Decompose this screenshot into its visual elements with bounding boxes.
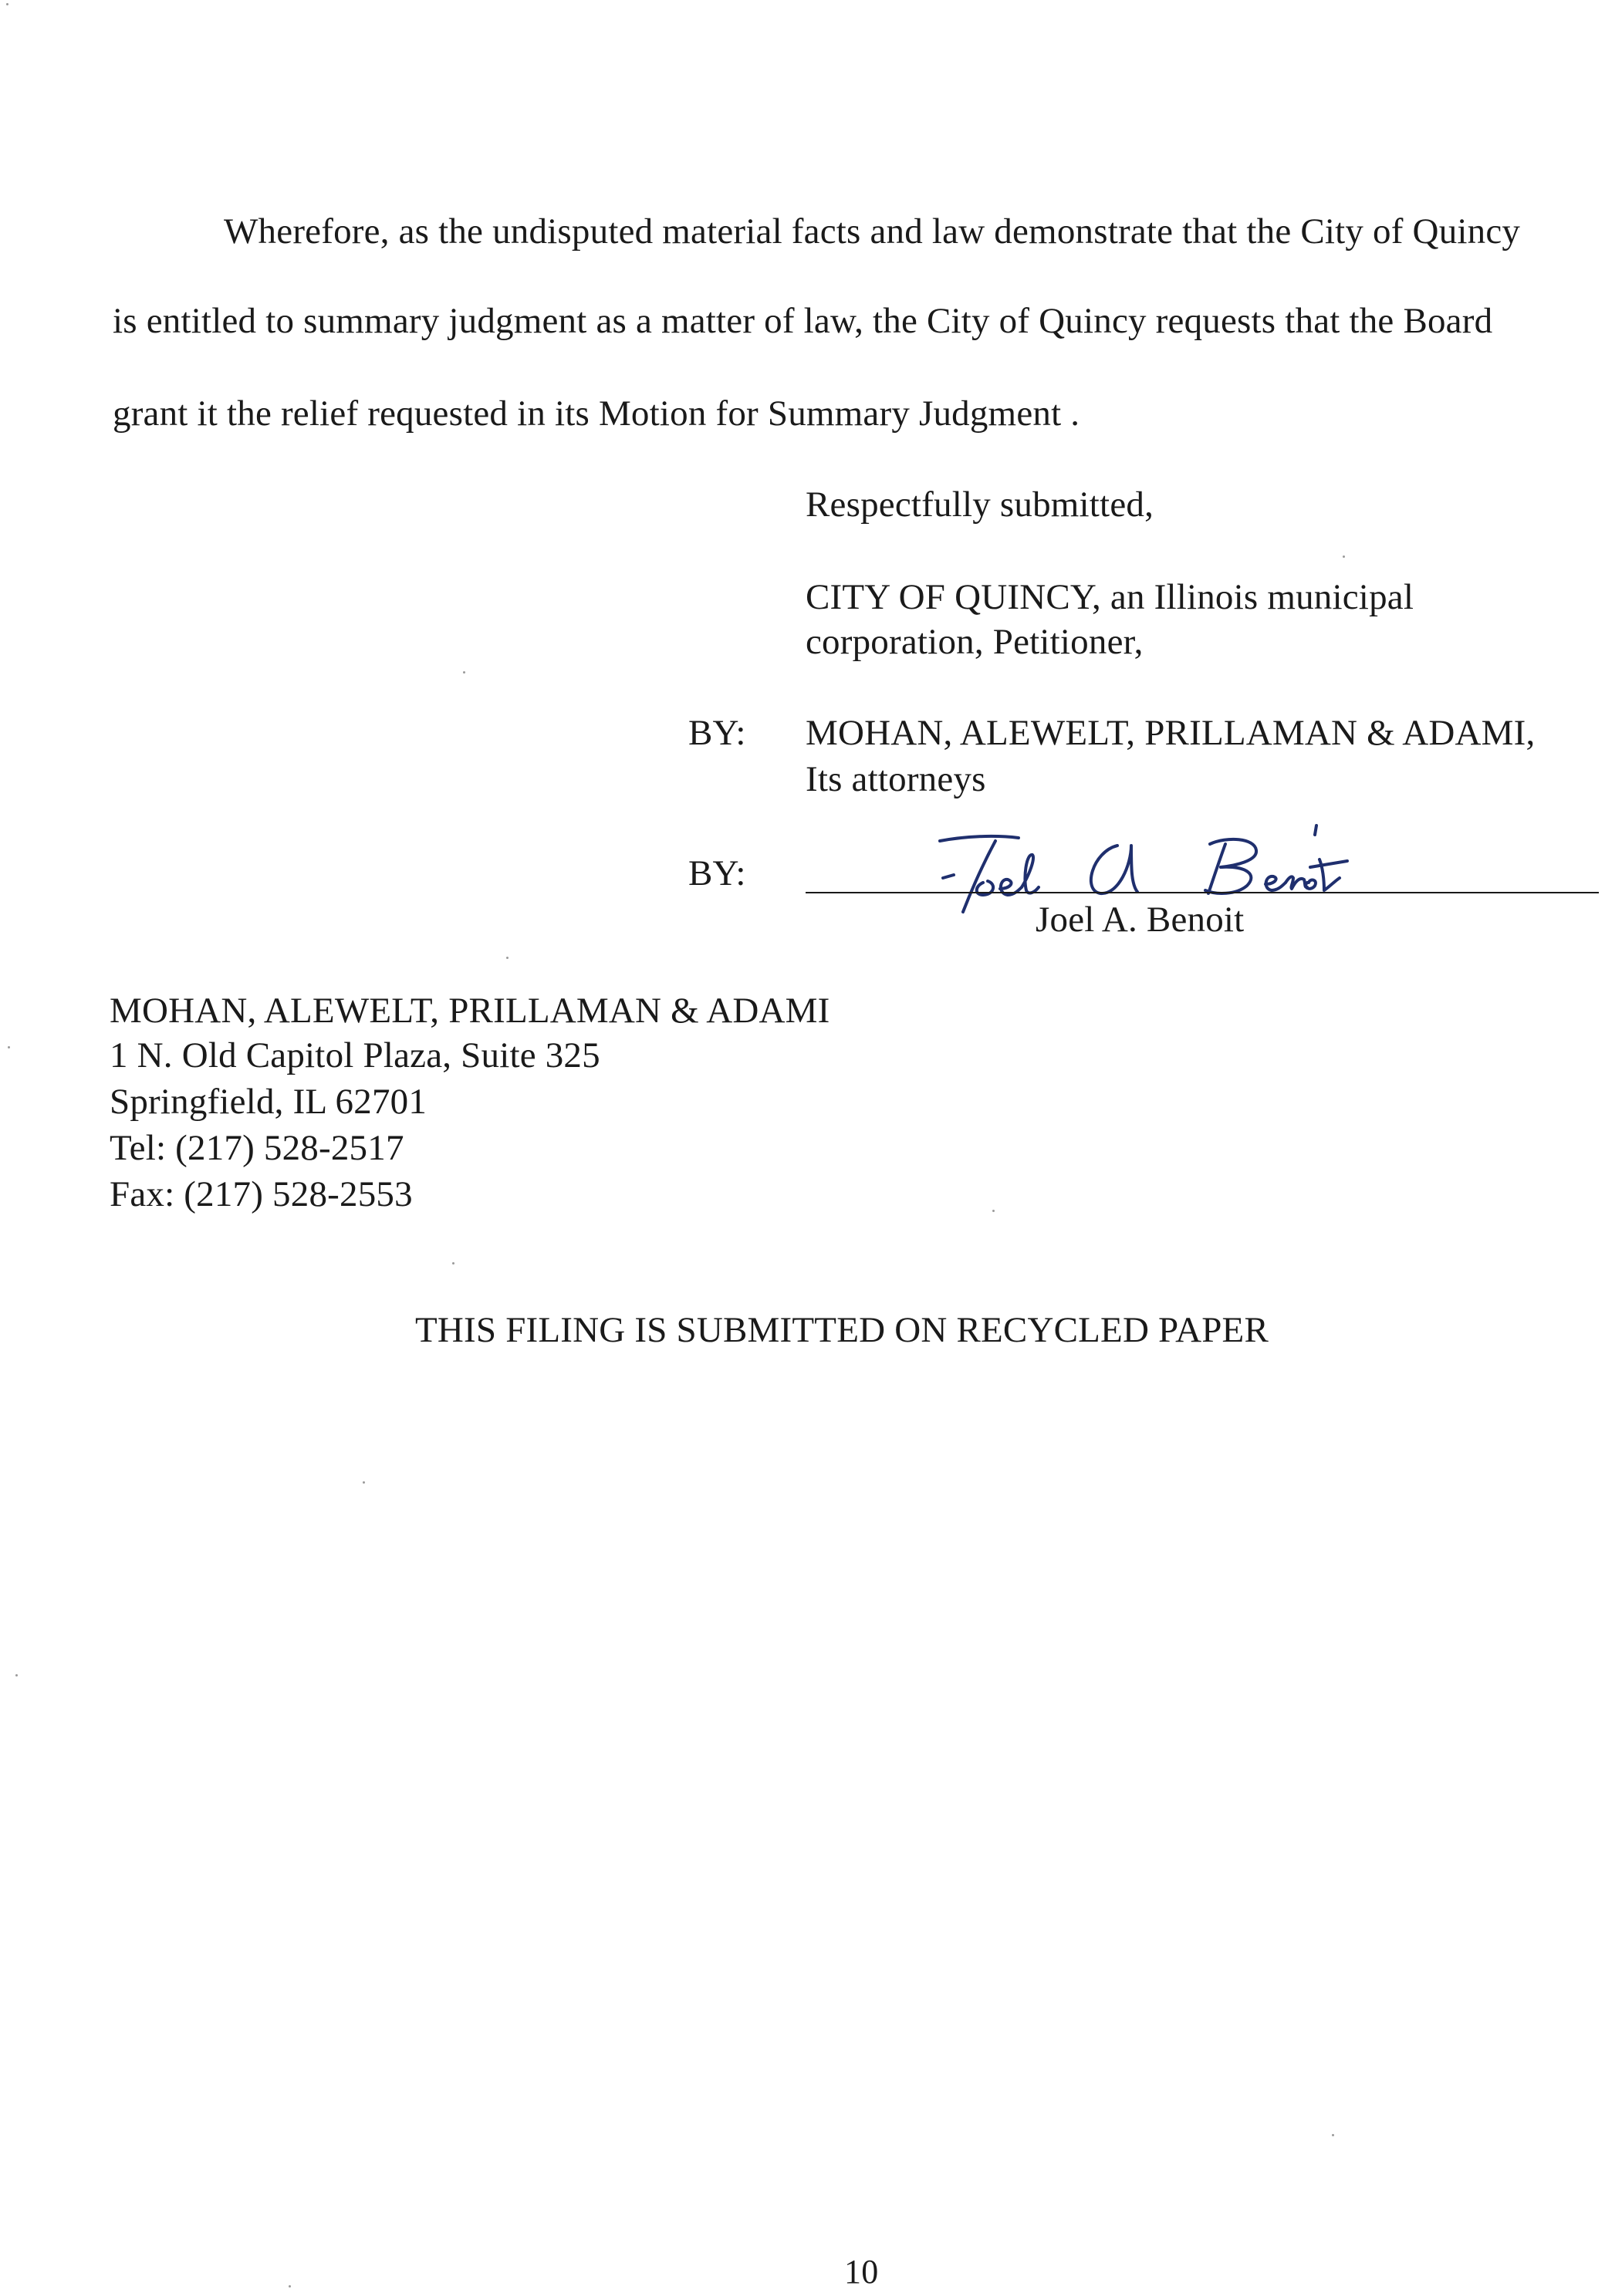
signer-name: Joel A. Benoit (1036, 900, 1245, 940)
scan-speck (6, 3, 8, 5)
scan-speck (15, 1674, 18, 1676)
firm-phone-line: Tel: (217) 528-2517 (110, 1128, 404, 1168)
by-label: BY: (688, 713, 746, 753)
firm-fax-line: Fax: (217) 528-2553 (110, 1174, 413, 1214)
body-paragraph-line: is entitled to summary judgment as a matter of law, the City of Quincy requests that the Board (113, 301, 1493, 341)
firm-address-line: 1 N. Old Capitol Plaza, Suite 325 (110, 1035, 600, 1075)
scan-speck (1332, 2134, 1334, 2136)
attorney-firm-line: Its attorneys (806, 759, 986, 799)
firm-address-line: Springfield, IL 62701 (110, 1082, 427, 1122)
signature-by-label: BY: (688, 853, 746, 893)
scan-speck (463, 671, 465, 674)
signature-line (806, 892, 1599, 893)
client-name-line: CITY OF QUINCY, an Illinois municipal (806, 577, 1414, 617)
scan-speck (1343, 555, 1345, 558)
firm-address-line: MOHAN, ALEWELT, PRILLAMAN & ADAMI (110, 991, 830, 1031)
scan-speck (506, 957, 509, 959)
scan-speck (363, 1481, 365, 1484)
recycled-paper-notice: THIS FILING IS SUBMITTED ON RECYCLED PAPER (415, 1310, 1269, 1350)
closing-line: Respectfully submitted, (806, 485, 1154, 525)
scan-speck (452, 1262, 454, 1264)
scan-speck (992, 1210, 995, 1212)
scan-speck (289, 2285, 291, 2288)
body-paragraph-line: Wherefore, as the undisputed material facts and law demonstrate that the City of Quincy (224, 211, 1521, 252)
page-number: 10 (844, 2253, 879, 2291)
client-name-line: corporation, Petitioner, (806, 622, 1144, 662)
scan-speck (8, 1046, 10, 1048)
body-paragraph-line: grant it the relief requested in its Motion for Summary Judgment . (113, 393, 1080, 434)
attorney-firm-line: MOHAN, ALEWELT, PRILLAMAN & ADAMI, (806, 713, 1536, 753)
